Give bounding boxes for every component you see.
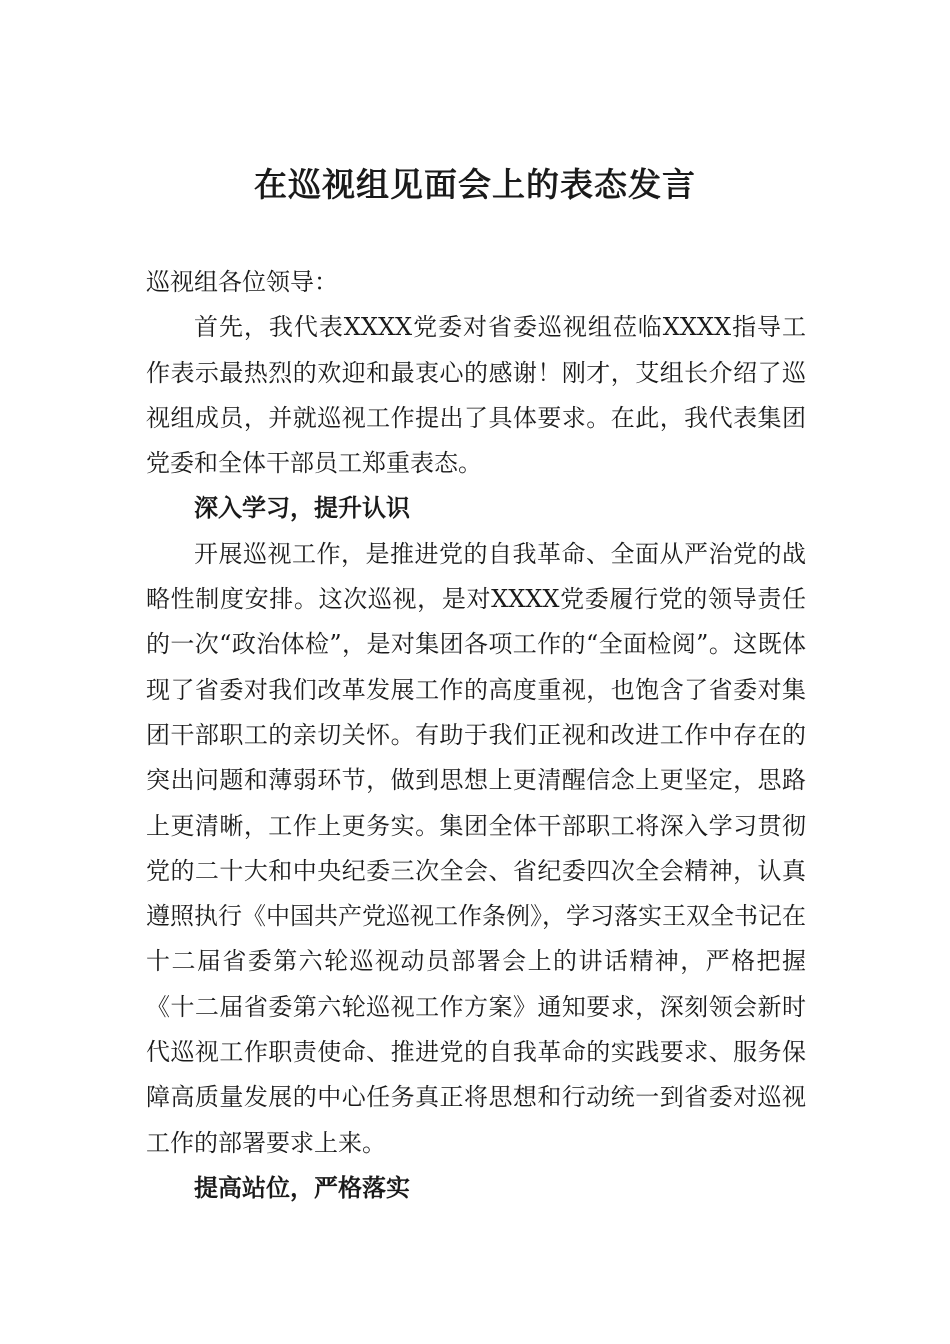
section-heading-2: 提高站位，严格落实 <box>194 1173 410 1202</box>
paragraph-opening: 首先，我代表XXXX党委对省委巡视组莅临XXXX指导工作表示最热烈的欢迎和最衷心的感谢！刚才，艾组长介绍了巡视组成员，并就巡视工作提出了具体要求。在此，我代表集团党委和全体干部员工郑重表态。 <box>146 313 806 478</box>
document-body <box>146 260 806 1211</box>
section-heading-1: 深入学习，提升认识 <box>194 494 410 523</box>
document-title: 在巡视组见面会上的表态发言 <box>254 165 696 204</box>
paragraph-section-1: 开展巡视工作，是推进党的自我革命、全面从严治党的战略性制度安排。这次巡视，是对XXXX党委履行党的领导责任的一次“政治体检”，是对集团各项工作的“全面检阅”。这既体现了省委对我们改革发展工作的高度重视，也饱含了省委对集团干部职工的亲切关怀。有助于我们正视和改进工作中存在的突出问题和薄弱环节，做到思想上更清醒信念上更坚定，思路上更清晰，工作上更务实。集团全体干部职工将深入学习贯彻党的二十大和中央纪委三次全会、省纪委四次全会精神，认真遵照执行《中国共产党巡视工作条例》，学习落实王双全书记在十二届省委第六轮巡视动员部署会上的讲话精神，严格把握《十二届省委第六轮巡视工作方案》通知要求，深刻领会新时代巡视工作职责使命、推进党的自我革命的实践要求、服务保障高质量发展的中心任务真正将思想和行动统一到省委对巡视工作的部署要求上来。 <box>146 539 806 1157</box>
salutation: 巡视组各位领导： <box>146 268 338 296</box>
